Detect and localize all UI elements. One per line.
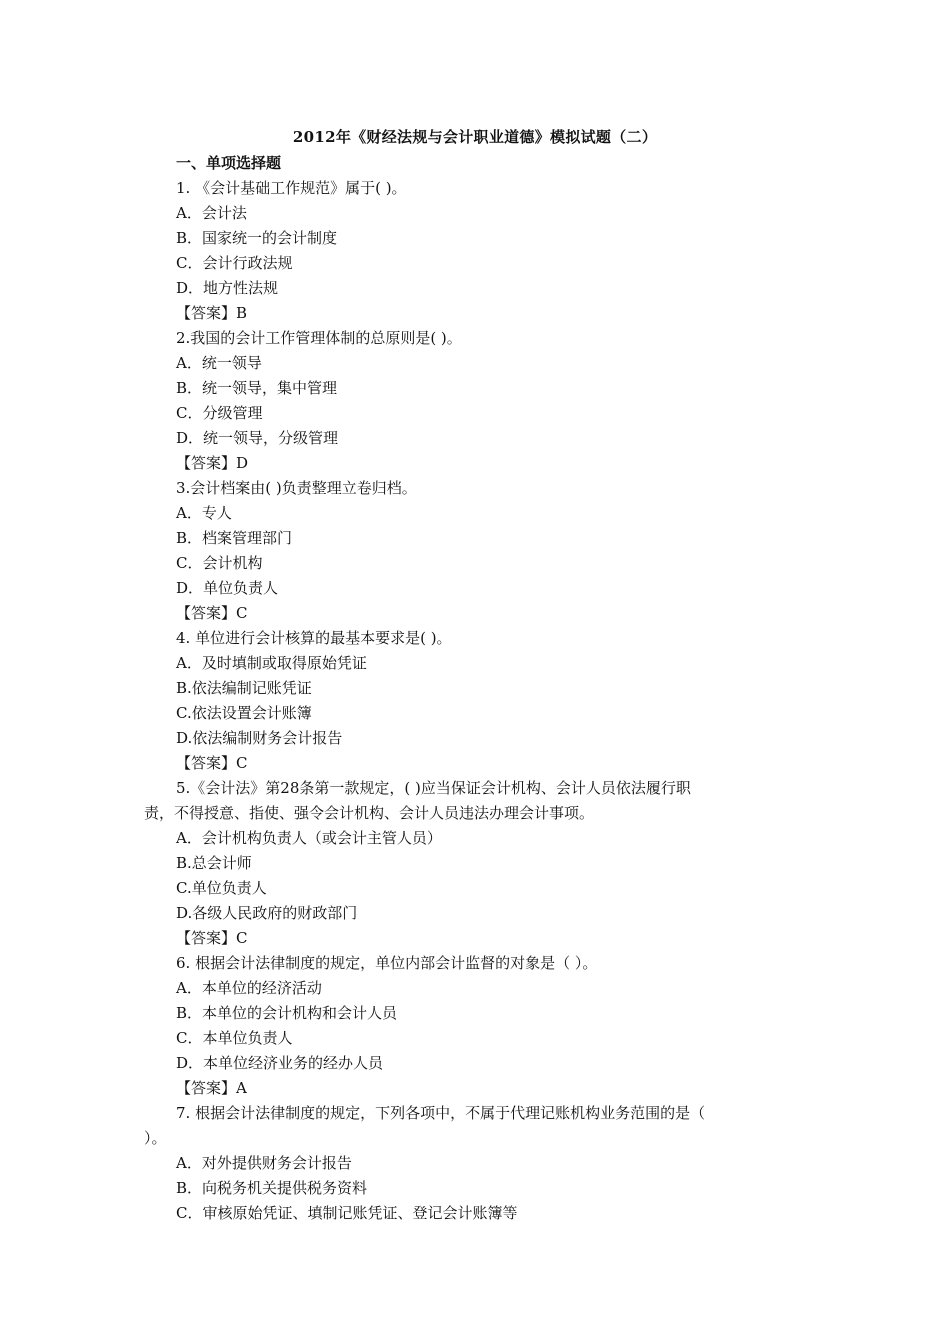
- option-b: B.总会计师: [176, 854, 252, 872]
- option-c: C．分级管理: [176, 404, 263, 422]
- answer-line: 【答案】B: [176, 304, 248, 322]
- option-a: A．会计法: [176, 204, 247, 222]
- question-stem: 2.我国的会计工作管理体制的总原则是( )。: [176, 329, 462, 347]
- question-item: [176, 626, 796, 776]
- question-stem: 3.会计档案由( )负责整理立卷归档。: [176, 479, 417, 497]
- question-item: [176, 176, 796, 326]
- option-d: D．地方性法规: [176, 279, 279, 297]
- option-d: D.各级人民政府的财政部门: [176, 904, 358, 922]
- question-stem: 7. 根据会计法律制度的规定，下列各项中，不属于代理记账机构业务范围的是（: [176, 1104, 706, 1122]
- option-d: D.依法编制财务会计报告: [176, 729, 343, 747]
- answer-line: 【答案】C: [176, 929, 248, 947]
- question-stem: 4. 单位进行会计核算的最基本要求是( )。: [176, 629, 452, 647]
- question-item: [176, 476, 796, 626]
- option-a: A．本单位的经济活动: [176, 979, 322, 997]
- question-stem: 6. 根据会计法律制度的规定，单位内部会计监督的对象是（ ）。: [176, 954, 598, 972]
- question-item: [176, 951, 796, 1101]
- option-c: C.依法设置会计账簿: [176, 704, 312, 722]
- option-c: C．审核原始凭证、填制记账凭证、登记会计账簿等: [176, 1204, 518, 1222]
- option-c: C．会计行政法规: [176, 254, 293, 272]
- question-stem: 1. 《会计基础工作规范》属于( )。: [176, 179, 407, 197]
- option-b: B．本单位的会计机构和会计人员: [176, 1004, 398, 1022]
- question-stem-continuation: ）。: [144, 1129, 167, 1147]
- option-a: A．会计机构负责人（或会计主管人员）: [176, 829, 442, 847]
- option-c: C.单位负责人: [176, 879, 267, 897]
- option-a: A．对外提供财务会计报告: [176, 1154, 352, 1172]
- question-item: [144, 1101, 796, 1226]
- option-a: A．专人: [176, 504, 232, 522]
- option-b: B．统一领导，集中管理: [176, 379, 338, 397]
- option-d: D．统一领导，分级管理: [176, 429, 339, 447]
- option-d: D．单位负责人: [176, 579, 279, 597]
- option-d: D．本单位经济业务的经办人员: [176, 1054, 384, 1072]
- question-stem-continuation: 责，不得授意、指使、强令会计机构、会计人员违法办理会计事项。: [144, 804, 595, 822]
- answer-line: 【答案】C: [176, 604, 248, 622]
- option-a: A．及时填制或取得原始凭证: [176, 654, 367, 672]
- option-b: B．向税务机关提供税务资料: [176, 1179, 368, 1197]
- option-c: C．会计机构: [176, 554, 263, 572]
- question-list: [144, 176, 796, 1226]
- option-b: B．档案管理部门: [176, 529, 293, 547]
- question-stem: 5.《会计法》第28条第一款规定，( )应当保证会计机构、会计人员依法履行职: [176, 779, 691, 797]
- question-item: [144, 776, 796, 951]
- option-c: C．本单位负责人: [176, 1029, 293, 1047]
- option-b: B.依法编制记账凭证: [176, 679, 312, 697]
- section-heading: 一、单项选择题: [176, 154, 282, 172]
- option-b: B．国家统一的会计制度: [176, 229, 338, 247]
- answer-line: 【答案】C: [176, 754, 248, 772]
- document-title: 2012年《财经法规与会计职业道德》模拟试题（二）: [292, 128, 658, 146]
- answer-line: 【答案】A: [176, 1079, 247, 1097]
- answer-line: 【答案】D: [176, 454, 249, 472]
- question-item: [176, 326, 796, 476]
- option-a: A．统一领导: [176, 354, 262, 372]
